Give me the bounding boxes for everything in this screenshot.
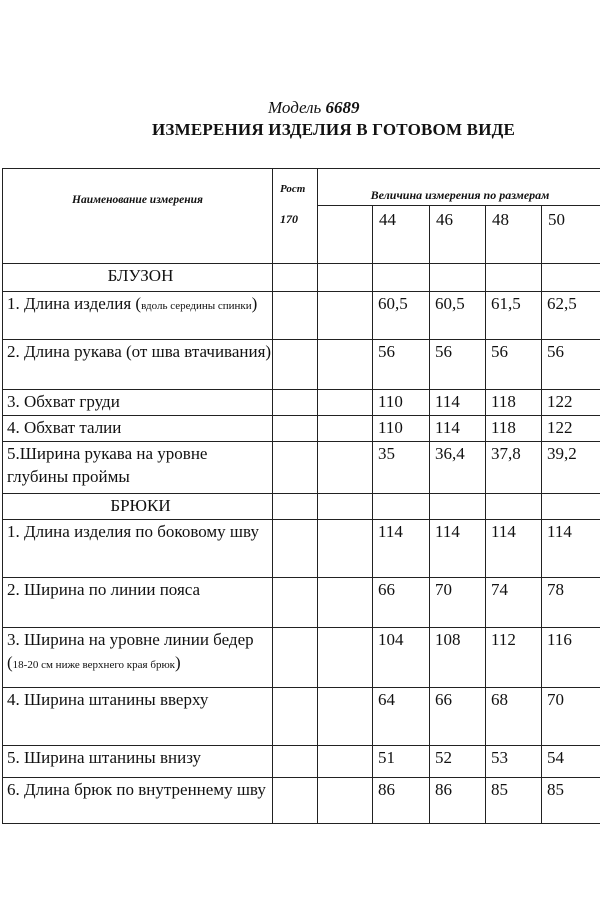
value-cell: 86 — [373, 778, 430, 824]
value-cell: 110 — [373, 416, 430, 442]
value-cell: 118 — [486, 416, 542, 442]
col-name-header: Наименование измерения — [3, 169, 273, 264]
value-cell: 60,5 — [373, 292, 430, 340]
measurement-name — [3, 578, 273, 628]
measurement-text: 3. Обхват груди — [7, 392, 120, 411]
value-cell: 66 — [430, 688, 486, 746]
value-cell: 54 — [542, 746, 600, 778]
measurement-text: 1. Длина изделия ( — [7, 294, 142, 313]
col-rost-header — [273, 169, 318, 264]
value-cell: 114 — [542, 520, 600, 578]
empty-cell — [273, 688, 318, 746]
value-cell: 60,5 — [430, 292, 486, 340]
model-label — [268, 98, 360, 118]
empty-cell — [486, 264, 542, 292]
measurement-text: 4. Обхват талии — [7, 418, 122, 437]
empty-cell — [542, 264, 600, 292]
measurement-text: 2. Длина рукава (от шва втачивания) — [7, 342, 272, 361]
table-row — [3, 578, 600, 628]
value-cell: 114 — [373, 520, 430, 578]
value-cell: 62,5 — [542, 292, 600, 340]
empty-cell — [430, 264, 486, 292]
header-row — [3, 169, 600, 206]
empty-cell — [273, 292, 318, 340]
table-row — [3, 628, 600, 688]
table-row — [3, 520, 600, 578]
table-row — [3, 292, 600, 340]
measurement-name — [3, 628, 273, 688]
empty-cell — [273, 520, 318, 578]
table-row — [3, 688, 600, 746]
value-cell: 114 — [430, 520, 486, 578]
size-46: 46 — [430, 206, 486, 264]
measurement-note: вдоль середины спинки — [141, 300, 252, 312]
measurements-table — [2, 168, 600, 824]
measurement-name — [3, 292, 273, 340]
empty-cell — [273, 746, 318, 778]
empty-cell — [318, 292, 373, 340]
measurement-text: 2. Ширина по линии пояса — [7, 580, 201, 599]
page-title: ИЗМЕРЕНИЯ ИЗДЕЛИЯ В ГОТОВОМ ВИДЕ — [152, 120, 516, 139]
measurement-text: 5.Ширина рукава на уровне глубины проймы — [7, 444, 208, 486]
section-title: БЛУЗОН — [3, 264, 273, 292]
measurement-name — [3, 520, 273, 578]
model-number: 6689 — [325, 98, 360, 117]
rost-value: 170 — [280, 212, 298, 226]
empty-cell — [318, 746, 373, 778]
measurement-text: 6. Длина брюк по внутреннему шву — [7, 780, 266, 799]
blank-cell — [318, 206, 373, 264]
measurement-name — [3, 746, 273, 778]
empty-cell — [318, 688, 373, 746]
section-title: БРЮКИ — [3, 494, 273, 520]
value-cell: 116 — [542, 628, 600, 688]
empty-cell — [273, 340, 318, 390]
measurement-tail: ) — [251, 294, 258, 313]
empty-cell — [273, 494, 318, 520]
value-cell: 56 — [430, 340, 486, 390]
value-cell: 53 — [486, 746, 542, 778]
empty-cell — [318, 416, 373, 442]
value-cell: 110 — [373, 390, 430, 416]
value-cell: 114 — [486, 520, 542, 578]
empty-cell — [318, 628, 373, 688]
value-cell: 112 — [486, 628, 542, 688]
table-row — [3, 778, 600, 824]
empty-cell — [273, 778, 318, 824]
value-cell: 85 — [542, 778, 600, 824]
value-cell: 56 — [542, 340, 600, 390]
measurement-text: 1. Длина изделия по боковому шву — [7, 522, 259, 541]
measurement-text: 5. Ширина штанины внизу — [7, 748, 202, 767]
value-cell: 56 — [486, 340, 542, 390]
empty-cell — [373, 264, 430, 292]
value-cell: 114 — [430, 390, 486, 416]
value-cell: 61,5 — [486, 292, 542, 340]
measurement-name — [3, 442, 273, 494]
value-cell: 52 — [430, 746, 486, 778]
value-cell: 56 — [373, 340, 430, 390]
measurement-name — [3, 778, 273, 824]
measurement-name — [3, 390, 273, 416]
rost-label: Рост — [280, 183, 306, 195]
measurement-name — [3, 340, 273, 390]
measurement-name — [3, 688, 273, 746]
value-cell: 39,2 — [542, 442, 600, 494]
value-cell: 35 — [373, 442, 430, 494]
value-cell: 78 — [542, 578, 600, 628]
value-cell: 74 — [486, 578, 542, 628]
section-row — [3, 264, 600, 292]
model-label-text: Модель — [268, 98, 322, 117]
value-cell: 118 — [486, 390, 542, 416]
size-44: 44 — [373, 206, 430, 264]
value-cell: 51 — [373, 746, 430, 778]
table-row — [3, 416, 600, 442]
empty-cell — [318, 578, 373, 628]
col-sizes-header: Величина измерения по размерам — [318, 169, 600, 206]
section-row — [3, 494, 600, 520]
empty-cell — [273, 264, 318, 292]
size-48: 48 — [486, 206, 542, 264]
empty-cell — [273, 390, 318, 416]
empty-cell — [273, 416, 318, 442]
table-row — [3, 442, 600, 494]
empty-cell — [318, 494, 373, 520]
value-cell: 122 — [542, 390, 600, 416]
value-cell: 108 — [430, 628, 486, 688]
empty-cell — [430, 494, 486, 520]
table-row — [3, 340, 600, 390]
size-50: 50 — [542, 206, 600, 264]
value-cell: 86 — [430, 778, 486, 824]
measurement-note: 18-20 см ниже верхнего края брюк — [12, 659, 176, 671]
measurement-text: 4. Ширина штанины вверху — [7, 690, 209, 709]
value-cell: 64 — [373, 688, 430, 746]
empty-cell — [273, 578, 318, 628]
empty-cell — [318, 390, 373, 416]
empty-cell — [318, 264, 373, 292]
value-cell: 70 — [542, 688, 600, 746]
measurement-tail: ) — [175, 653, 181, 672]
table-row — [3, 746, 600, 778]
value-cell: 122 — [542, 416, 600, 442]
table-row — [3, 390, 600, 416]
value-cell: 85 — [486, 778, 542, 824]
measurement-text: 3. Ширина на уровне линии бедер ( — [7, 630, 254, 672]
value-cell: 104 — [373, 628, 430, 688]
empty-cell — [318, 340, 373, 390]
empty-cell — [273, 442, 318, 494]
empty-cell — [318, 520, 373, 578]
value-cell: 37,8 — [486, 442, 542, 494]
value-cell: 70 — [430, 578, 486, 628]
empty-cell — [318, 778, 373, 824]
empty-cell — [486, 494, 542, 520]
value-cell: 114 — [430, 416, 486, 442]
value-cell: 36,4 — [430, 442, 486, 494]
value-cell: 66 — [373, 578, 430, 628]
empty-cell — [318, 442, 373, 494]
empty-cell — [373, 494, 430, 520]
empty-cell — [273, 628, 318, 688]
measurement-name — [3, 416, 273, 442]
empty-cell — [542, 494, 600, 520]
value-cell: 68 — [486, 688, 542, 746]
